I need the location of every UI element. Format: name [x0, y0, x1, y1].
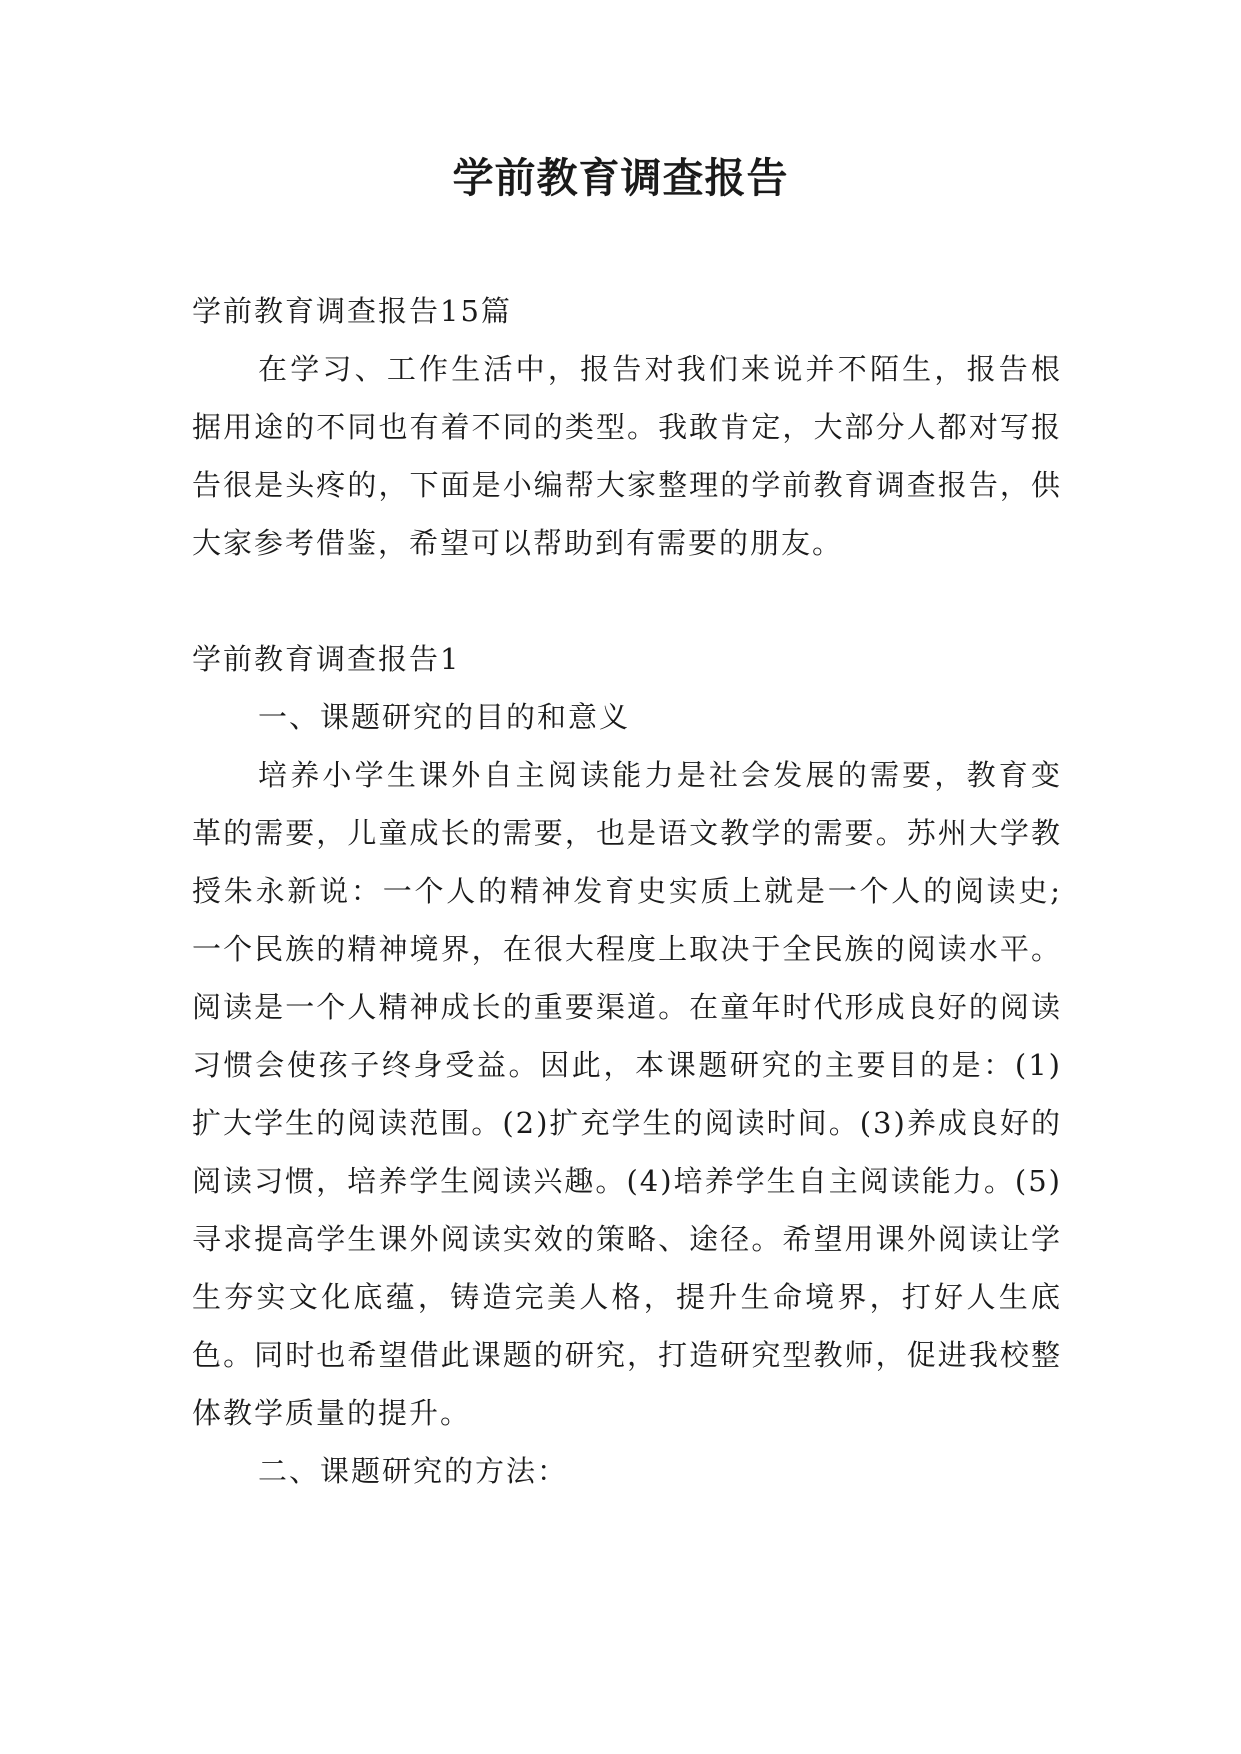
intro-paragraph: 在学习、工作生活中，报告对我们来说并不陌生，报告根据用途的不同也有着不同的类型。我敢肯定，大部分人都对写报告很是头疼的，下面是小编帮大家整理的学前教育调查报告，供大家参考借鉴，希望可以帮助到有需要的朋友。	[192, 352, 1062, 560]
document-body	[192, 282, 1062, 1500]
part1-paragraph: 培养小学生课外自主阅读能力是社会发展的需要，教育变革的需要，儿童成长的需要，也是语文教学的需要。苏州大学教授朱永新说：一个人的精神发育史实质上就是一个人的阅读史;一个民族的精神境界，在很大程度上取决于全民族的阅读水平。阅读是一个人精神成长的重要渠道。在童年时代形成良好的阅读习惯会使孩子终身受益。因此，本课题研究的主要目的是：(1)扩大学生的阅读范围。(2)扩充学生的阅读时间。(3)养成良好的阅读习惯，培养学生阅读兴趣。(4)培养学生自主阅读能力。(5)寻求提高学生课外阅读实效的策略、途径。希望用课外阅读让学生夯实文化底蕴，铸造完美人格，提升生命境界，打好人生底色。同时也希望借此课题的研究，打造研究型教师，促进我校整体教学质量的提升。	[192, 758, 1062, 1430]
part1-heading: 一、课题研究的目的和意义	[258, 700, 631, 734]
part2-heading: 二、课题研究的方法：	[258, 1454, 569, 1488]
section-heading: 学前教育调查报告1	[192, 642, 461, 676]
document-title: 学前教育调查报告	[452, 154, 789, 202]
document-subtitle: 学前教育调查报告15篇	[192, 294, 512, 328]
